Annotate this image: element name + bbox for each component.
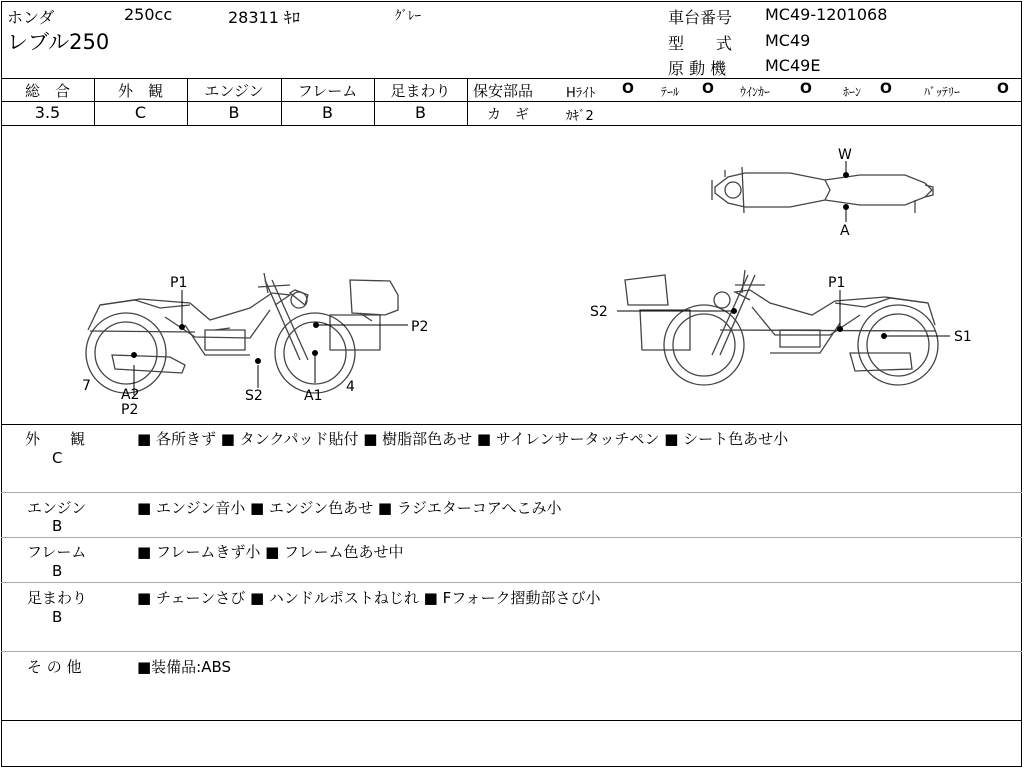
label-p1-left: P1 [170, 275, 188, 291]
remark-other-category: そ の 他 [27, 658, 82, 676]
label-w: W [838, 147, 852, 163]
label-s2-right: S2 [590, 304, 608, 320]
remark-frame-items: ■ フレームきず小 ■ フレーム色あせ中 [137, 543, 404, 561]
suspension-grade-label: 足まわり [390, 82, 451, 100]
bike-diagrams [0, 125, 1024, 425]
overall-label: 総 合 [24, 82, 70, 100]
type-label: 型 式 [668, 34, 733, 53]
remark-frame-category: フレーム [27, 543, 87, 561]
headlight-label: Hﾗｲﾄ [566, 86, 596, 101]
grade-mid-rule [1, 101, 1022, 102]
remark-engine-grade: B [52, 517, 63, 535]
mileage: 28311 ｷﾛ [228, 8, 300, 27]
remark-exterior-items: ■ 各所きず ■ タンクパッド貼付 ■ 樹脂部色あせ ■ サイレンサータッチペン ■ シート色あせ小 [137, 430, 789, 448]
remark-frame-grade: B [52, 562, 63, 580]
remark-other-items: ■装備品:ABS [137, 658, 232, 676]
frame-no: MC49-1201068 [765, 5, 888, 24]
type-value: MC49 [765, 31, 811, 50]
battery-label: ﾊﾞｯﾃﾘｰ [924, 85, 961, 99]
label-p1-right: P1 [828, 275, 846, 291]
maker: ホンダ [7, 8, 55, 27]
headlight-status: O [622, 81, 634, 97]
remark-engine-items: ■ エンジン音小 ■ エンジン色あせ ■ ラジエターコアへこみ小 [137, 499, 562, 517]
overall-grade: 3.5 [34, 103, 61, 122]
engine-value: MC49E [765, 56, 821, 75]
remark-exterior-grade: C [52, 449, 63, 467]
label-a1: A1 [304, 388, 323, 404]
suspension-grade: B [415, 103, 426, 122]
key-label: カ ギ [487, 107, 529, 123]
grade-top-rule [1, 78, 1022, 79]
remark-suspension-grade: B [52, 608, 63, 626]
remark-rule [1, 651, 1022, 652]
taillight-label: ﾃｰﾙ [661, 85, 680, 99]
remark-exterior-category: 外 観 [25, 430, 86, 448]
taillight-status: O [702, 81, 714, 97]
right-side-bike-diagram [625, 270, 938, 385]
grade-divider [467, 78, 468, 125]
label-a-top: A [840, 223, 850, 239]
horn-label: ﾎｰﾝ [843, 85, 862, 99]
engine-label: 原 動 機 [668, 59, 727, 78]
winker-label: ｳｲﾝｶｰ [740, 85, 771, 99]
safety-label: 保安部品 [473, 82, 534, 100]
frame-grade-label: フレーム [297, 82, 358, 100]
label-s2-left: S2 [245, 388, 263, 404]
left-side-bike-diagram [86, 273, 398, 393]
model-name: レブル250 [7, 30, 110, 54]
remark-engine-category: エンジン [27, 499, 87, 517]
key-value: ｶｷﾞ2 [566, 109, 594, 124]
horn-status: O [880, 81, 892, 97]
exterior-label: 外 観 [117, 82, 163, 100]
label-4: 4 [346, 379, 355, 395]
remark-suspension-category: 足まわり [27, 589, 88, 607]
remark-suspension-items: ■ チェーンさび ■ ハンドルポストねじれ ■ Fフォーク摺動部さび小 [137, 589, 601, 607]
color: ｸﾞﾚｰ [395, 9, 421, 24]
label-p2-left: P2 [411, 319, 429, 335]
label-7: 7 [82, 378, 91, 394]
label-a2: A2 [121, 387, 140, 403]
remark-rule [1, 582, 1022, 583]
label-p2b: P2 [121, 402, 139, 418]
top-view-bike-diagram [712, 167, 933, 213]
left-side-markers [132, 290, 409, 395]
battery-status: O [997, 81, 1009, 97]
remark-rule [1, 492, 1022, 493]
engine-grade: B [228, 103, 240, 122]
winker-status: O [800, 81, 812, 97]
frame-no-label: 車台番号 [668, 8, 733, 27]
frame-grade: B [322, 103, 333, 122]
engine-grade-label: エンジン [204, 82, 264, 100]
displacement: 250cc [124, 5, 173, 24]
label-s1: S1 [954, 329, 972, 345]
remark-bottom-rule [1, 720, 1022, 721]
remark-rule [1, 537, 1022, 538]
top-view-markers [844, 161, 849, 222]
exterior-grade: C [134, 103, 147, 122]
